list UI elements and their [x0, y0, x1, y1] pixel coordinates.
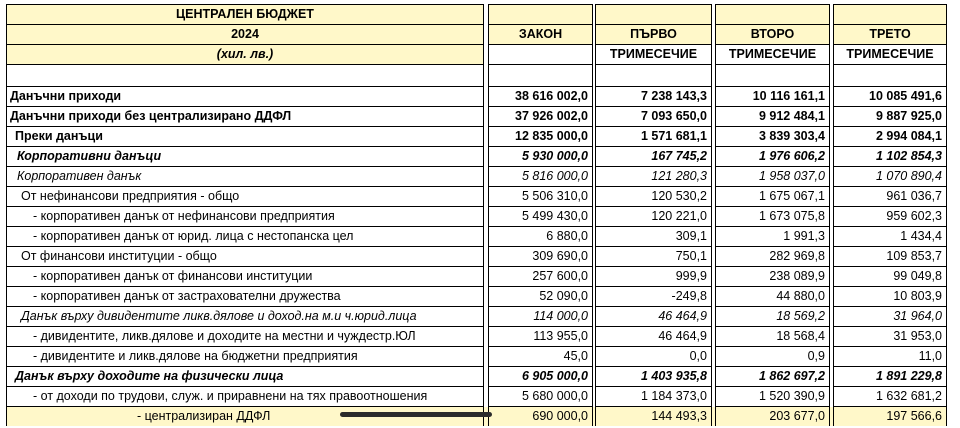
row-value: 1 673 075,8: [716, 207, 830, 227]
row-label: От нефинансови предприятия - общо: [7, 187, 484, 207]
row-value: 120 221,0: [596, 207, 712, 227]
column-header-q2: ВТОРО: [716, 25, 830, 45]
row-label: - от доходи по трудови, служ. и приравнени на тях правоотношения: [7, 387, 484, 407]
table-row: [7, 247, 947, 267]
row-label: Преки данъци: [7, 127, 484, 147]
table-row: [7, 147, 947, 167]
row-value: 6 880,0: [489, 227, 593, 247]
table-row: [7, 347, 947, 367]
row-value: 10 085 491,6: [834, 87, 947, 107]
table-row: [7, 367, 947, 387]
row-value: 0,0: [596, 347, 712, 367]
budget-table: [6, 4, 947, 426]
column-header-zakon: ЗАКОН: [489, 25, 593, 45]
row-value: 1 184 373,0: [596, 387, 712, 407]
spacer-row: [7, 65, 947, 87]
row-value: 690 000,0: [489, 407, 593, 427]
row-value: 18 568,4: [716, 327, 830, 347]
row-value: 99 049,8: [834, 267, 947, 287]
row-value: 114 000,0: [489, 307, 593, 327]
row-label: - корпоративен данък от финансови институции: [7, 267, 484, 287]
table-row: [7, 387, 947, 407]
row-value: 309 690,0: [489, 247, 593, 267]
header-row-unit: [7, 45, 947, 65]
row-value: 44 880,0: [716, 287, 830, 307]
row-label: От финансови институции - общо: [7, 247, 484, 267]
table-row: [7, 167, 947, 187]
row-value: 1 632 681,2: [834, 387, 947, 407]
table-unit: (хил. лв.): [7, 45, 484, 65]
row-value: 203 677,0: [716, 407, 830, 427]
table-title: ЦЕНТРАЛЕН БЮДЖЕТ: [7, 5, 484, 25]
row-value: 961 036,7: [834, 187, 947, 207]
column-subheader-q3: ТРИМЕСЕЧИЕ: [834, 45, 947, 65]
horizontal-scrollbar[interactable]: [340, 412, 492, 417]
row-value: 257 600,0: [489, 267, 593, 287]
column-header-q1: ПЪРВО: [596, 25, 712, 45]
row-value: 197 566,6: [834, 407, 947, 427]
table-row: [7, 207, 947, 227]
row-value: 120 530,2: [596, 187, 712, 207]
table-row: [7, 327, 947, 347]
row-value: 5 816 000,0: [489, 167, 593, 187]
row-value: 999,9: [596, 267, 712, 287]
row-value: 37 926 002,0: [489, 107, 593, 127]
row-value: 5 680 000,0: [489, 387, 593, 407]
row-value: 9 912 484,1: [716, 107, 830, 127]
row-value: 959 602,3: [834, 207, 947, 227]
row-value: 31 964,0: [834, 307, 947, 327]
column-header-q3: ТРЕТО: [834, 25, 947, 45]
row-value: 10 803,9: [834, 287, 947, 307]
row-value: 31 953,0: [834, 327, 947, 347]
row-value: 7 238 143,3: [596, 87, 712, 107]
row-value: 46 464,9: [596, 307, 712, 327]
row-label: - корпоративен данък от юрид. лица с нестопанска цел: [7, 227, 484, 247]
row-value: 7 093 650,0: [596, 107, 712, 127]
table-row: [7, 87, 947, 107]
row-label: Данък върху доходите на физически лица: [7, 367, 484, 387]
row-value: 113 955,0: [489, 327, 593, 347]
row-value: 10 116 161,1: [716, 87, 830, 107]
header-row-title: [7, 5, 947, 25]
row-label: - корпоративен данък от застрахователни дружества: [7, 287, 484, 307]
row-label: - дивидентите и ликв.дялове на бюджетни предприятия: [7, 347, 484, 367]
table-row: [7, 187, 947, 207]
row-value: 2 994 084,1: [834, 127, 947, 147]
row-value: 52 090,0: [489, 287, 593, 307]
row-value: 282 969,8: [716, 247, 830, 267]
column-subheader-zakon: [489, 45, 593, 65]
row-value: 1 070 890,4: [834, 167, 947, 187]
row-value: 109 853,7: [834, 247, 947, 267]
table-row: [7, 307, 947, 327]
row-value: 46 464,9: [596, 327, 712, 347]
row-value: 309,1: [596, 227, 712, 247]
row-value: 1 675 067,1: [716, 187, 830, 207]
row-label: Данъчни приходи без централизирано ДДФЛ: [7, 107, 484, 127]
row-value: 9 887 925,0: [834, 107, 947, 127]
row-value: 6 905 000,0: [489, 367, 593, 387]
header-row-year: [7, 25, 947, 45]
row-value: 5 930 000,0: [489, 147, 593, 167]
table-row: [7, 127, 947, 147]
row-label: - дивидентите, ликв.дялове и доходите на местни и чуждестр.ЮЛ: [7, 327, 484, 347]
row-value: 144 493,3: [596, 407, 712, 427]
row-label: Данък върху дивидентите ликв.дялове и доход.на м.и ч.юрид.лица: [7, 307, 484, 327]
table-row: [7, 267, 947, 287]
row-value: -249,8: [596, 287, 712, 307]
row-value: 167 745,2: [596, 147, 712, 167]
row-value: 1 434,4: [834, 227, 947, 247]
row-value: 12 835 000,0: [489, 127, 593, 147]
row-value: 1 976 606,2: [716, 147, 830, 167]
row-label: Данъчни приходи: [7, 87, 484, 107]
table-row: [7, 287, 947, 307]
row-label: - централизиран ДДФЛ: [7, 407, 484, 427]
row-value: 1 520 390,9: [716, 387, 830, 407]
row-value: 1 403 935,8: [596, 367, 712, 387]
row-value: 1 571 681,1: [596, 127, 712, 147]
row-value: 5 506 310,0: [489, 187, 593, 207]
row-value: 750,1: [596, 247, 712, 267]
row-value: 1 102 854,3: [834, 147, 947, 167]
row-value: 18 569,2: [716, 307, 830, 327]
column-subheader-q1: ТРИМЕСЕЧИЕ: [596, 45, 712, 65]
row-value: 1 862 697,2: [716, 367, 830, 387]
row-value: 1 891 229,8: [834, 367, 947, 387]
row-value: 238 089,9: [716, 267, 830, 287]
table-year: 2024: [7, 25, 484, 45]
column-subheader-q2: ТРИМЕСЕЧИЕ: [716, 45, 830, 65]
row-value: 121 280,3: [596, 167, 712, 187]
row-label: Корпоративен данък: [7, 167, 484, 187]
table-row: [7, 227, 947, 247]
row-label: - корпоративен данък от нефинансови предприятия: [7, 207, 484, 227]
table-row: [7, 107, 947, 127]
row-value: 1 958 037,0: [716, 167, 830, 187]
row-value: 0,9: [716, 347, 830, 367]
row-value: 45,0: [489, 347, 593, 367]
row-value: 38 616 002,0: [489, 87, 593, 107]
row-value: 5 499 430,0: [489, 207, 593, 227]
row-value: 3 839 303,4: [716, 127, 830, 147]
row-value: 1 991,3: [716, 227, 830, 247]
row-label: Корпоративни данъци: [7, 147, 484, 167]
row-value: 11,0: [834, 347, 947, 367]
